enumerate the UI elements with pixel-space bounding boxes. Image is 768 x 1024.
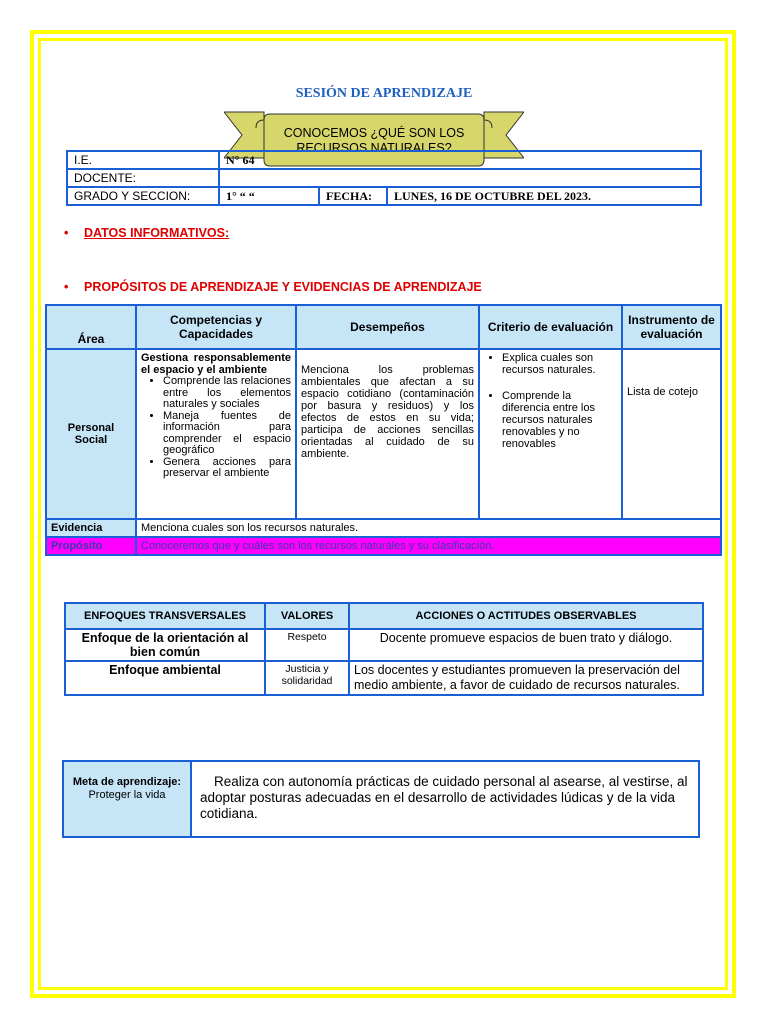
page-title: SESIÓN DE APRENDIZAJE (295, 86, 473, 101)
section-datos-label: DATOS INFORMATIVOS: (84, 226, 230, 240)
meta-sub: Proteger la vida (88, 789, 166, 801)
criterio-cell (479, 349, 622, 519)
evidencia-value: Menciona cuales son los recursos naturales. (136, 519, 721, 537)
meta-table (62, 760, 700, 838)
proposito-label: Propósito (46, 537, 136, 555)
bullet-icon: • (64, 226, 69, 240)
competencias-cell (136, 349, 296, 519)
area-value: Personal Social (46, 349, 136, 519)
criterio-item: • Comprende la diferencia entre los recursos naturales renovables y no renovables (502, 390, 617, 450)
fecha-label: FECHA: (319, 187, 387, 205)
meta-label: Meta de aprendizaje: (72, 776, 182, 788)
header-area: Área (46, 305, 136, 349)
enfoque-row (65, 629, 703, 661)
evidencia-label: Evidencia (46, 519, 136, 537)
header-desempenos: Desempeños (296, 305, 479, 349)
docente-label: DOCENTE: (67, 169, 219, 187)
capacidad-item: • Maneja fuentes de información para comprender el espacio geográfico (163, 411, 291, 457)
enfoque-row (65, 661, 703, 695)
enfoques-header (65, 603, 703, 629)
enfoque-valor: Respeto (265, 629, 349, 661)
enfoques-table (64, 602, 704, 696)
proposito-row (46, 537, 721, 555)
header-competencias: Competencias y Capacidades (136, 305, 296, 349)
desempeno-cell: Menciona los problemas ambientales que afectan a su espacio cotidiano (contaminación por basura y residuos) y los efectos de estos en su vida; participa de acciones sencillas orientadas al cuidado de su ambiente. (296, 349, 479, 519)
instrumento-value: Lista de cotejo (622, 349, 721, 519)
banner-line-2: RECURSOS NATURALES? (296, 141, 452, 155)
ie-value: N° 64 (219, 151, 701, 169)
grado-label: GRADO Y SECCION: (67, 187, 219, 205)
capacidad-item: • Genera acciones para preservar el ambiente (163, 457, 291, 480)
fecha-value: LUNES, 16 DE OCTUBRE DEL 2023. (387, 187, 701, 205)
meta-row (63, 761, 699, 837)
learning-table (45, 304, 722, 556)
info-table (66, 150, 702, 206)
docente-value (219, 169, 701, 187)
banner-line-1: CONOCEMOS ¿QUÉ SON LOS (283, 126, 465, 140)
section-datos (64, 226, 229, 240)
info-row-docente (67, 169, 701, 187)
evidencia-row (46, 519, 721, 537)
capacidad-item: • Comprende las relaciones entre los elementos naturales y sociales (163, 376, 291, 411)
grado-value: 1° “ “ (219, 187, 319, 205)
criterios-list (484, 352, 617, 450)
meta-label-cell (63, 761, 191, 837)
proposito-value: Conoceremos que y cuáles son los recursos naturales y su clasificación. (136, 537, 721, 555)
header-criterio: Criterio de evaluación (479, 305, 622, 349)
info-row-grado (67, 187, 701, 205)
ie-label: I.E. (67, 151, 219, 169)
header-acciones: ACCIONES O ACTITUDES OBSERVABLES (349, 603, 703, 629)
enfoque-valor: Justicia y solidaridad (265, 661, 349, 695)
bullet-icon: • (64, 280, 69, 294)
info-row-ie (67, 151, 701, 169)
enfoque-accion: Docente promueve espacios de buen trato y diálogo. (349, 629, 703, 661)
enfoque-name: Enfoque de la orientación al bien común (65, 629, 265, 661)
enfoque-name: Enfoque ambiental (65, 661, 265, 695)
header-instrumento: Instrumento de evaluación (622, 305, 721, 349)
header-valores: VALORES (265, 603, 349, 629)
section-propositos (64, 280, 482, 294)
header-enfoques: ENFOQUES TRANSVERSALES (65, 603, 265, 629)
competencia-title: Gestiona responsablemente el espacio y el ambiente (141, 352, 291, 376)
criterio-item: • Explica cuales son recursos naturales. (502, 352, 617, 376)
learning-table-row (46, 349, 721, 519)
meta-text: Realiza con autonomía prácticas de cuidado personal al asearse, al vestirse, al adoptar posturas adecuadas en el desarrollo de actividades lúdicas y de la vida cotidiana. (191, 761, 699, 837)
learning-table-header (46, 305, 721, 349)
capacidades-list (141, 376, 291, 480)
section-propositos-label: PROPÓSITOS DE APRENDIZAJE Y EVIDENCIAS DE APRENDIZAJE (84, 280, 482, 294)
enfoque-accion: Los docentes y estudiantes promueven la preservación del medio ambiente, a favor de cuidado de recursos naturales. (349, 661, 703, 695)
